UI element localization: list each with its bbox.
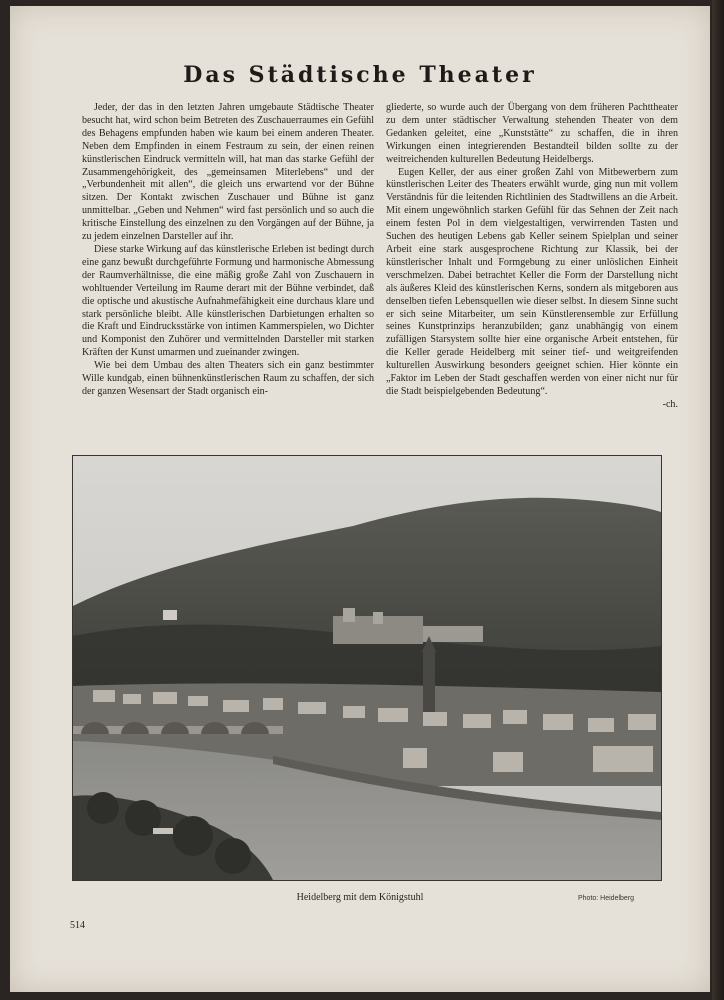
landscape-image (73, 456, 661, 880)
heidelberg-photo (72, 455, 662, 881)
paragraph: Diese starke Wirkung auf das künstlerische Erleben ist bedingt durch eine ganz bewußt durchgeführte Formung und harmonische Abmessung der Raumverhältnisse, die eine mäßig große Zahl von Zuschauern in wohltuender Verteilung im Raume derart mit der Bühne verbindet, daß die optische und akustische Aufnahmefähigkeit eine durchaus klare und stark persönliche bleibt. Alle künstlerischen Darbietungen erhalten so die Kraft und Eindrucksstärke von intimen Kammerspielen, wo Dichter und Komponist den Zuhörer und vermittelnden Darsteller mit starken Kräften der Kunst umarmen und zueinander zwingen. (82, 243, 374, 359)
page-edge (712, 0, 724, 1000)
magazine-page (10, 6, 710, 992)
left-column (82, 102, 374, 399)
paragraph: Jeder, der das in den letzten Jahren umgebaute Städtische Theater besucht hat, wird schon beim Betreten des Zuschauerraumes ein Gefühl des Behagens empfunden haben wie kaum bei einem anderen Theater. Neben dem Empfinden in einem Festraum zu sein, der einen reinen künstlerischen Eindruck vermitteln will, hat man das starke Gefühl der Zusammengehörigkeit, des „gemeinsamen Miterlebens“ und der „Verbundenheit mit allen“, die gleich uns erwartend vor der Bühne sitzen. Der Kontakt zwischen Zuschauer und Bühne ist ganz unmittelbar. „Geben und Nehmen“ wird fast persönlich und so auch die kritische Einstellung des einzelnen zu den Vorgängen auf der Bühne, ja zu jedem einzelnen Darsteller auf ihr. (82, 102, 374, 243)
article-title: Das Städtische Theater (183, 62, 537, 88)
photo-credit: Photo: Heidelberg (578, 895, 635, 902)
paragraph: gliederte, so wurde auch der Übergang von dem früheren Pachttheater zu dem unter städtischer Verwaltung stehenden Theater von dem Gedanken geleitet, eine „Kunststätte“ zu schaffen, die in ihren Wirkungen einen integrierenden Bestandteil bilden sollte zu der weitreichenden kulturellen Bedeutung Heidelbergs. (386, 102, 678, 165)
author-signature: -ch. (662, 398, 678, 410)
paragraph: Wie bei dem Umbau des alten Theaters sich ein ganz bestimmter Wille kundgab, einen bühnenkünstlerischen Raum zu schaffen, der sich der ganzen Wesensart der Stadt organisch ein- (82, 360, 374, 397)
paragraph: Eugen Keller, der aus einer großen Zahl von Mitbewerbern zum künstlerischen Leiter des Theaters erwählt wurde, ging nun mit vollem Verständnis für die leitenden Richtlinien des Stadtwillens an die Arbeit. Mit einem ungewöhnlich starken Gefühl für das Sehnen der Zeit nach einem festen Pol in dem vielgestaltigen, verwirrenden Tasten und Suchen des heutigen Lebens gab Keller seinem Spielplan und seiner Arbeit eine stark ausgesprochene Richtung zur Klassik, bei der künstlerischer Inhalt und Formgebung zu einer unlöslichen Einheit verschmelzen. Dabei betrachtet Keller die Form der Darstellung nicht als äußeres Kleid des künstlerischen Kerns, sondern als mitgeboren aus denselben tiefen Lebensquellen wie dieser selbst. In diesem Sinne sucht er sich seine Mitarbeiter, um sein Künstlerensemble zur Erfüllung seines Kunstprinzips heranzubilden; ganz unabhängig von einem zufälligen Starsystem sollte hier eine organische Arbeit entstehen, für die Keller gerade Heidelberg mit seiner tief- und weitgreifenden kulturellen Auswirkung besonders geeignet schien. Hier könnte ein „Faktor im Leben der Stadt geschaffen werden von einer nicht nur für die Stadt beispielgebenden Bedeutung“. (386, 166, 678, 397)
right-column (386, 102, 678, 412)
page-number: 514 (70, 920, 85, 931)
photo-caption: Heidelberg mit dem Königstuhl (296, 892, 424, 903)
